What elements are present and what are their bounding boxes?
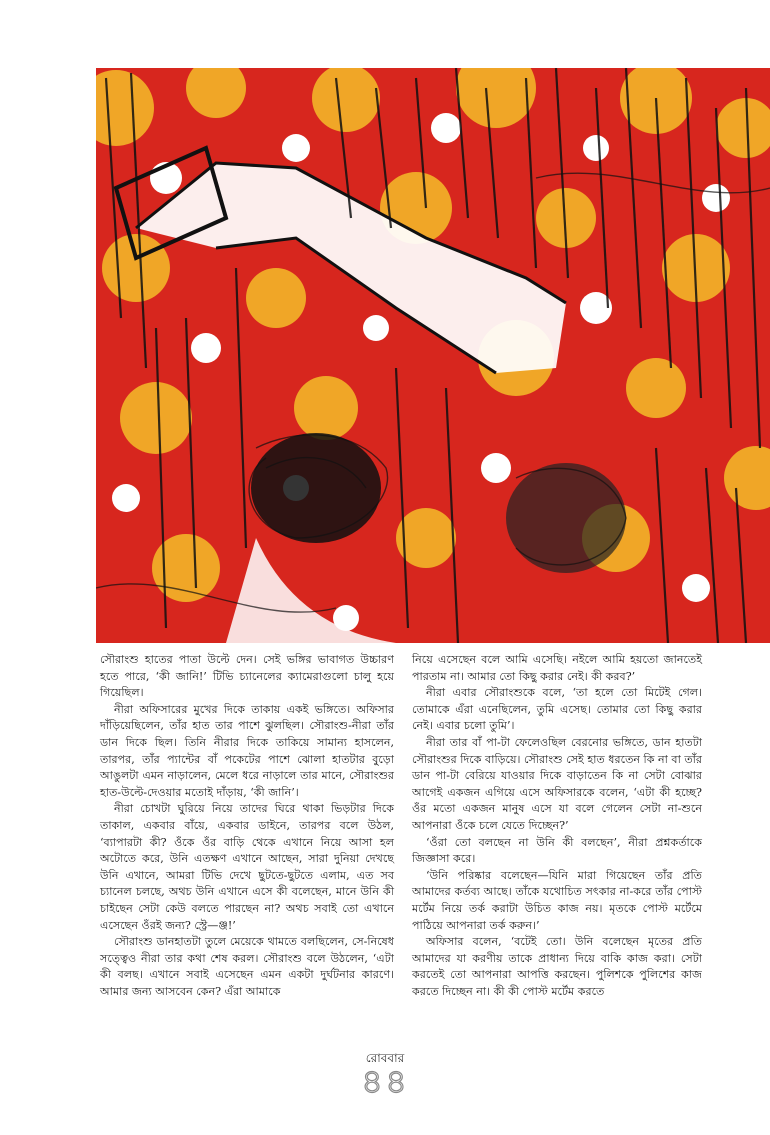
paragraph: নীরা তার বাঁ পা-টা ফেলেওছিল বেরনোর ভঙ্গিতে, ডান হাতটা সৌরাংশুর দিকে বাড়িয়ে। সৌরাংশু সেই হাত ধরতেন কি না বা তাঁর ডান পা-টা বেরিয়ে যাওয়ার দিকে বাড়াতেন কি না সেটা বোঝার আগেই একজন এগিয়ে এসে অফিসারকে বলেন, ‘এটা কী হচ্ছে? ওঁর মতো একজন মানুষ এসে যা বলে গেলেন সেটা না-শুনে আপনারা ওঁকে চলে যেতে দিচ্ছেন?’ — [412, 735, 702, 832]
paragraph: ‘উনি পরিষ্কার বলেছেন—যিনি মারা গিয়েছেন তাঁর প্রতি আমাদের কর্তব্য আছে। তাঁকে যথোচিত সৎকার না-করে তাঁর পোস্ট মর্টেম নিয়ে তর্ক করাটা উচিত কাজ নয়। মৃতকে পোস্ট মর্টেমে পাঠিয়ে আপনারা তর্ক করুন।’ — [412, 868, 702, 932]
article-column-left — [100, 652, 394, 1000]
paragraph: ‘ওঁরা তো বলছেন না উনি কী বলছেন’, নীরা প্রশ্নকর্তাকে জিজ্ঞাসা করে। — [412, 835, 702, 866]
paragraph: নিয়ে এসেছেন বলে আমি এসেছি। নইলে আমি হয়তো জানতেই পারতাম না। আমার তো কিছু করার নেই। কী করব?’ — [412, 653, 702, 683]
page-number: ৪৪ — [360, 1062, 410, 1102]
expressionist-crowd-illustration-icon — [96, 68, 770, 643]
paragraph: সৌরাংশু হাতের পাতা উল্টে দেন। সেই ভঙ্গির ভাবাগত উচ্চারণ হতে পারে, ‘কী জানি!’ টিভি চ্যানেলের ক্যামেরাগুলো চালু হয়ে গিয়েছিল। — [100, 653, 394, 700]
article-column-right — [412, 652, 702, 1000]
paragraph: নীরা চোখটা ঘুরিয়ে নিয়ে তাদের ঘিরে থাকা ভিড়টার দিকে তাকাল, একবার বাঁয়ে, একবার ডাইনে, তারপর বলে উঠল, ‘ব্যাপারটা কী? ওঁকে ওঁর বাড়ি থেকে এখানে নিয়ে আসা হল অটোতে করে, উনি এতক্ষণ এখানে আছেন, সারা দুনিয়া দেখছে উনি এখানে, আমরা টিভি দেখে ছুটতে-ছুটতে এলাম, এত সব চ্যানেল চলছে, অথচ উনি এখানে এসে কী বলেছেন, মানে উনি কী চাইছেন সেটা কেউ বলতে পারছেন না? অথচ সবাই তো এখানে এসেছেন ওঁরই জন্য? স্ট্রে—ঞ্জ!’ — [100, 802, 394, 932]
paragraph: নীরা এবার সৌরাংশুকে বলে, ‘তা হলে তো মিটেই গেল। তোমাকে এঁরা এনেছিলেন, তুমি এসেছ। তোমার তো কিছু করার নেই। এবার চলো তুমি’। — [412, 686, 702, 733]
story-illustration — [96, 68, 770, 643]
paragraph: অফিসার বলেন, ‘বটেই তো। উনি বলেছেন মৃতের প্রতি আমাদের যা করণীয় তাকে প্রাধান্য দিয়ে বাকি কাজ করা। সেটা করতেই তো আপনারা আপত্তি করছেন। পুলিশকে পুলিশের কাজ করতে দিচ্ছেন না। কী কী পোস্ট মর্টেম করতে — [412, 935, 702, 998]
magazine-name: রোববার — [365, 1051, 405, 1065]
paragraph: সৌরাংশু ডানহাতটা তুলে মেয়েকে থামতে বলছিলেন, সে-নিষেধ সত্ত্বেও নীরা তার কথা শেষ করল। সৌরাংশু বলে উঠলেন, ‘এটা কী বলছ। এখানে সবাই এসেছেন এমন একটা দুর্ঘটনার কারণে। আমার জন্য আসবেন কেন? এঁরা আমাকে — [100, 935, 394, 998]
paragraph: নীরা অফিসারের মুখের দিকে তাকায় একই ভঙ্গিতে। অফিসার দাঁড়িয়েছিলেন, তাঁর হাত তার পাশে ঝুলছিল। সৌরাংশু-নীরা তাঁর ডান দিকে ছিল। তিনি নীরার দিকে তাকিয়ে সামান্য হাসলেন, তারপর, তাঁর প্যান্টের বাঁ পকেটের পাশে ঝোলা হাতটার বুড়ো আঙুলটা এমন নাড়ালেন, মেলে ধরে নাড়ালে তার মানে, সৌরাংশুর হাত-উল্টে-দেওয়ার মতোই দাঁড়ায়, ‘কী জানি’। — [100, 702, 394, 799]
